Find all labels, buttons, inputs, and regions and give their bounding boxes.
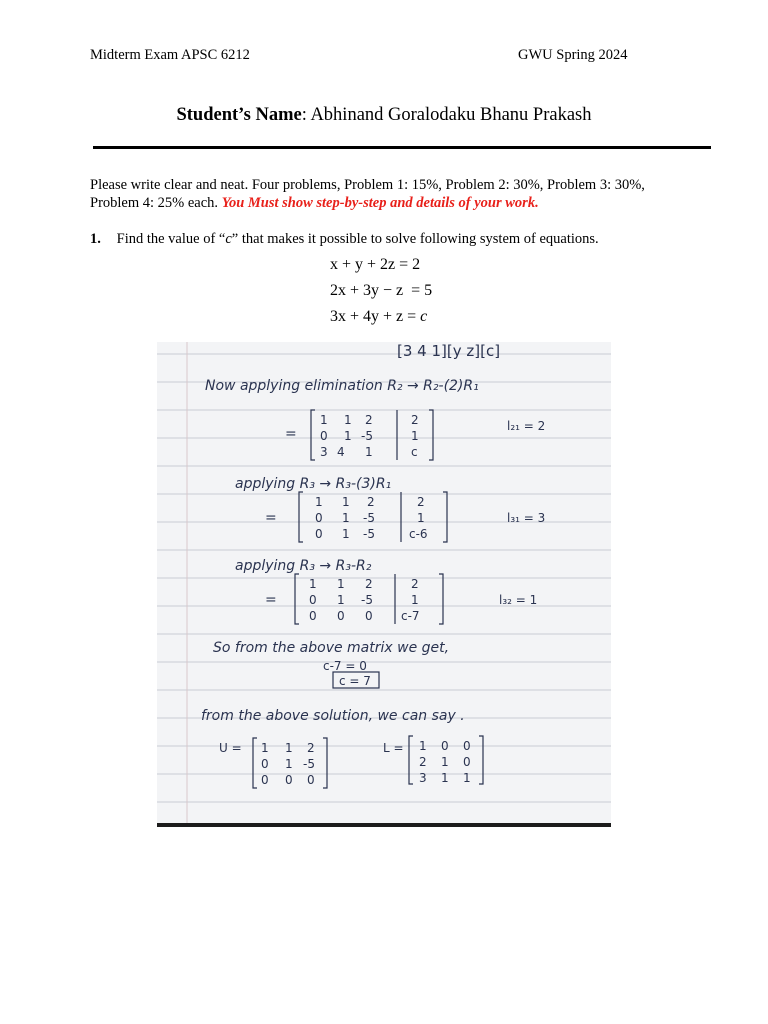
- hw-boxed-answer: c = 7: [339, 674, 371, 688]
- instructions-text: Please write clear and neat. Four problems, Problem 1: 15%, Problem 2: 30%, Problem 3: 30%, Problem 4: 25% each.: [90, 177, 645, 211]
- u-cell: 2: [307, 741, 315, 755]
- hw-l21: l₂₁ = 2: [507, 419, 546, 433]
- header-course: Midterm Exam APSC 6212: [90, 47, 250, 63]
- student-name-label: Student’s Name: [176, 105, 302, 125]
- hw-l31: l₃₁ = 3: [507, 511, 546, 525]
- hw-l-matrix: [383, 736, 483, 785]
- equation-3: [330, 308, 427, 326]
- m2-cell: 0: [315, 511, 323, 525]
- l-cell: 0: [463, 755, 471, 769]
- m1-cell: 1: [411, 429, 419, 443]
- l-cell: 0: [441, 739, 449, 753]
- u-cell: 1: [261, 741, 269, 755]
- m3-cell: 1: [411, 593, 419, 607]
- m2-cell: -5: [363, 511, 375, 525]
- hw-step-2: applying R₃ → R₃-(3)R₁: [235, 476, 392, 492]
- l-cell: 1: [441, 771, 449, 785]
- m3-cell: 0: [337, 609, 345, 623]
- equation-2: 2x + 3y − z = 5: [330, 282, 433, 299]
- m2-cell: 0: [315, 527, 323, 541]
- m1-cell: -5: [361, 429, 373, 443]
- hw-matrix-1: [285, 410, 433, 460]
- m2-cell: 1: [342, 511, 350, 525]
- hw-eq-c: c-7 = 0: [323, 659, 367, 673]
- hw-top-strip: [3 4 1][y z][c]: [397, 342, 501, 360]
- header-term: GWU Spring 2024: [518, 47, 628, 63]
- u-cell: 0: [261, 773, 269, 787]
- l-cell: 1: [463, 771, 471, 785]
- l-label: L =: [383, 741, 404, 755]
- m1-cell: 0: [320, 429, 328, 443]
- m1-cell: 1: [344, 413, 352, 427]
- u-cell: 0: [307, 773, 315, 787]
- m3-cell: 1: [309, 577, 317, 591]
- m1-cell: 2: [365, 413, 373, 427]
- problem-number: 1.: [90, 231, 101, 247]
- m2-cell: 1: [315, 495, 323, 509]
- m3-cell: 2: [411, 577, 419, 591]
- m3-cell: c-7: [401, 609, 420, 623]
- u-cell: 0: [261, 757, 269, 771]
- hw-final: from the above solution, we can say .: [201, 708, 465, 724]
- u-cell: 0: [285, 773, 293, 787]
- m1-cell: 1: [320, 413, 328, 427]
- svg-text:=: =: [265, 510, 277, 526]
- m2-cell: 2: [417, 495, 425, 509]
- m1-cell: 1: [365, 445, 373, 459]
- prompt-part: ” that makes it possible to solve following system of equations.: [231, 231, 599, 247]
- prompt-variable: c: [225, 231, 232, 247]
- m3-cell: 1: [337, 593, 345, 607]
- m1-cell: 3: [320, 445, 328, 459]
- l-cell: 0: [463, 739, 471, 753]
- m3-cell: 0: [365, 609, 373, 623]
- m2-cell: 2: [367, 495, 375, 509]
- m3-cell: 2: [365, 577, 373, 591]
- m3-cell: 1: [337, 577, 345, 591]
- hw-matrix-3: [265, 574, 443, 624]
- m2-cell: c-6: [409, 527, 428, 541]
- u-cell: -5: [303, 757, 315, 771]
- hw-step-1: Now applying elimination R₂ → R₂-(2)R₁: [205, 378, 479, 394]
- m2-cell: 1: [342, 495, 350, 509]
- m1-cell: 4: [337, 445, 345, 459]
- m2-cell: -5: [363, 527, 375, 541]
- equation-3-lhs: 3x + 4y + z =: [330, 308, 421, 325]
- l-cell: 2: [419, 755, 427, 769]
- problem-1-prompt: [90, 231, 599, 248]
- hw-conclusion: So from the above matrix we get,: [213, 640, 450, 656]
- student-name-value: : Abhinand Goralodaku Bhanu Prakash: [301, 105, 592, 125]
- m1-cell: 1: [344, 429, 352, 443]
- prompt-part: Find the value of “: [116, 231, 226, 247]
- m2-cell: 1: [417, 511, 425, 525]
- u-label: U =: [219, 741, 242, 755]
- l-cell: 1: [441, 755, 449, 769]
- m2-cell: 1: [342, 527, 350, 541]
- hw-l32: l₃₂ = 1: [499, 593, 538, 607]
- m3-cell: 0: [309, 609, 317, 623]
- handwritten-solution-photo: [157, 342, 611, 827]
- u-cell: 1: [285, 741, 293, 755]
- equation-3-rhs: c: [420, 308, 428, 325]
- instructions: [90, 177, 690, 212]
- equation-1: x + y + 2z = 2: [330, 256, 421, 273]
- student-name-line: [0, 105, 768, 126]
- svg-text:=: =: [285, 426, 297, 442]
- title-divider: [93, 146, 711, 149]
- l-cell: 3: [419, 771, 427, 785]
- notebook-page: [157, 342, 611, 827]
- m1-cell: 2: [411, 413, 419, 427]
- m1-cell: c: [411, 445, 418, 459]
- m3-cell: 0: [309, 593, 317, 607]
- svg-text:=: =: [265, 592, 277, 608]
- u-cell: 1: [285, 757, 293, 771]
- hw-matrix-2: [265, 492, 447, 542]
- hw-step-3: applying R₃ → R₃-R₂: [235, 558, 372, 574]
- instructions-emphasis: You Must show step-by-step and details of your work.: [221, 194, 539, 211]
- m3-cell: -5: [361, 593, 373, 607]
- l-cell: 1: [419, 739, 427, 753]
